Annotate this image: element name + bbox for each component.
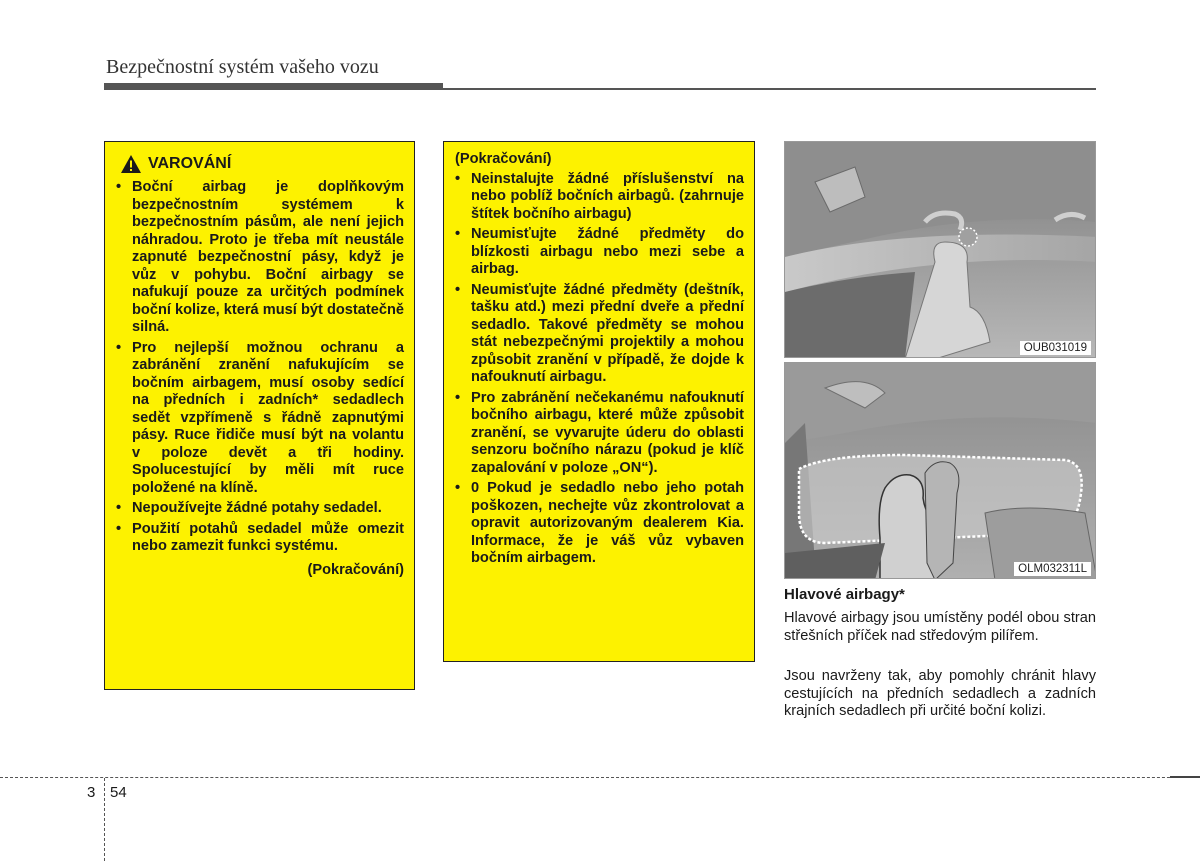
warning-list-2 xyxy=(455,171,744,568)
section-title: Hlavové airbagy* xyxy=(784,586,905,603)
page-header-title: Bezpečnostní systém vašeho vozu xyxy=(106,56,379,78)
warning-box-1 xyxy=(104,141,415,690)
warning-heading xyxy=(120,154,404,174)
list-item: • Pro zabránění nečekanému nafouknutí bočního airbagu, které může způsobit zranění, se vyvarujte úderu do oblasti senzoru bočního nárazu (pokud je klíč zapalování v poloze „ON“). xyxy=(455,389,744,476)
car-interior-roof-illustration xyxy=(785,142,1096,358)
list-item: • Neinstalujte žádné příslušenství na nebo poblíž bočních airbagů. (zahrnuje štítek bočního airbagu) xyxy=(455,170,744,222)
list-item: • 0 Pokud je sedadlo nebo jeho potah poškozen, nechejte vůz zkontrolovat a opravit autorizovaným dealerem Kia. Informace, že je váš vůz vybaven bočním airbagem. xyxy=(455,480,744,566)
image-code-top: OUB031019 xyxy=(1020,341,1091,355)
page-number: 54 xyxy=(110,784,127,801)
continued-label: (Pokračování) xyxy=(455,151,552,167)
section-paragraph-1: Hlavové airbagy jsou umístěny podél obou stran střešních příček nad středovým pilířem. xyxy=(784,610,1096,644)
section-number: 3 xyxy=(87,784,96,801)
curtain-airbag-illustration xyxy=(785,363,1096,579)
airbag-location-photo-bottom xyxy=(784,362,1096,579)
list-item: • Pro nejlepší možnou ochranu a zabránění zranění nafukujícím se bočním airbagem, musí osoby sedící na předních i zadních* sedadlech sedět vzpřímeně s řádně zapnutými pásy. Ruce řidiče musí být na volantu v poloze devět a tři hodiny. Spolucestující by měli mít ruce položené na klíně. xyxy=(116,339,404,496)
list-item: • Neumisťujte žádné předměty do blízkosti airbagu nebo mezi sebe a airbag. xyxy=(455,226,744,277)
warning-triangle-icon xyxy=(120,154,142,174)
list-item: • Boční airbag je doplňkovým bezpečnostním systémem k bezpečnostním pásům, ale není jejich náhradou. Proto je třeba mít neustále zapnuté bezpečnostní pásy, když je vůz v pohybu. Boční airbagy se nafukují pouze za určitých podmínek boční kolize, která musí být dostatečně silná. xyxy=(116,179,404,335)
footer-vertical-divider xyxy=(104,778,105,861)
header-rule-thin xyxy=(443,88,1096,90)
list-item: • Neumisťujte žádné předměty (deštník, tašku atd.) mezi přední dveře a přední sedadlo. Takové předměty se mohou stát nebezpečnými projektily a mohou způsobit zranění v případě, že dojde k nafouknutí airbagu. xyxy=(455,281,744,385)
list-item: • Použití potahů sedadel může omezit nebo zamezit funkci systému. xyxy=(116,520,404,554)
warning-box-2 xyxy=(443,141,755,662)
warning-heading-label: VAROVÁNÍ xyxy=(148,155,232,173)
footer-divider xyxy=(0,777,1200,778)
footer-divider-end xyxy=(1170,776,1200,778)
section-paragraph-2: Jsou navrženy tak, aby pomohly chránit hlavy cestujících na předních sedadlech a zadních krajních sedadlech při určité boční kolizi. xyxy=(784,668,1096,719)
header-rule-thick xyxy=(104,83,443,90)
image-code-bottom: OLM032311L xyxy=(1014,562,1091,576)
list-item: • Nepoužívejte žádné potahy sedadel. xyxy=(116,500,382,516)
warning-list-1 xyxy=(116,179,404,556)
continued-label: (Pokračování) xyxy=(307,561,404,578)
airbag-location-photo-top xyxy=(784,141,1096,358)
